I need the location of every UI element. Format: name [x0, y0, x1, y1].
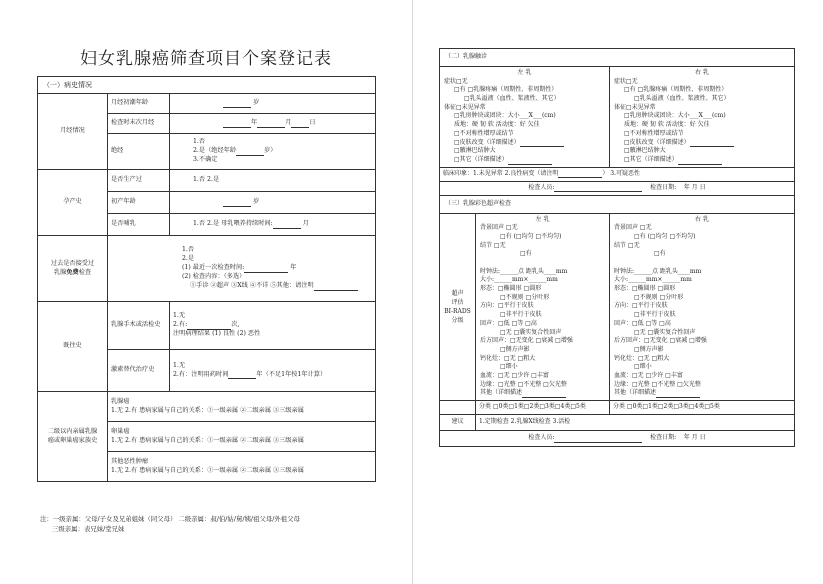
grade-spacer [440, 401, 476, 415]
breastfeed-field[interactable]: 1.否 2.是 母乳喂养持续时间: 月 [170, 214, 376, 236]
menopause-field[interactable]: 1.否 2.是（绝经年龄 岁） 3.不确定 [170, 134, 376, 170]
family-ovarian-cancer[interactable]: 卵巢癌 1.无 2.有 患病家属与自己的关系：①一级亲属 ②二级亲属 ③三级亲属 [108, 422, 376, 452]
family-breast-cancer[interactable]: 乳腺癌 1.无 2.有 患病家属与自己的关系：①一级亲属 ②二级亲属 ③三级亲属 [108, 392, 376, 422]
ultrasound-right[interactable]: 右 乳 背景回声 □无 □有 (□均匀 □不均匀) 结节 □无 □有 时钟法:______点 距乳头____mm 大小:______mm×______mm 形态：□椭圆形 □圆形 □不规则 □分叶形 方向：□平行于皮肤 □非平行于皮肤 回声：□低 □等 □高 □无 □囊实复合性回声 后方回声：□无变化 □衰减 □增强 □侧方声影 钙化灶：□无 □粗大 □细小 血流：□无 □少许 □丰富 边缘：□光整 □不光整 □欠光整 其他（详细描述 [610, 213, 795, 400]
grade-right[interactable]: 分类 □0类□1类□2类□3类□4类□5类 [610, 401, 795, 415]
section-header-palpation: （二）乳腺触诊 [440, 49, 795, 67]
surgery-label: 乳腺手术或活检史 [108, 302, 170, 350]
grade-left[interactable]: 分类 □0类□1类□2类□3类□4类□5类 [476, 401, 610, 415]
hormone-label: 激素替代治疗史 [108, 350, 170, 392]
form-page-2 [412, 0, 823, 584]
clinical-impression[interactable]: 临床印象：1.未见异常 2.良性病变（请注明 ） 3.可疑恶性 [440, 167, 795, 181]
suggest-options[interactable]: 1.定期检查 2.乳腺X线检查 3.活检 [476, 415, 795, 431]
palpation-signoff[interactable]: 检查人员: 检查日期: 年 月 日 [440, 181, 795, 195]
birth-label: 是否生产过 [108, 170, 170, 192]
hormone-field[interactable]: 1.无 2.有：注明用药时间 年（不足1年按1年计算） [170, 350, 376, 392]
last-period-field[interactable]: 年 月 日 [170, 114, 376, 134]
suggest-label: 建议 [440, 415, 476, 431]
first-birth-field[interactable]: 岁 [170, 192, 376, 214]
ultrasound-left[interactable]: 左 乳 背景回声 □无 □有 (□均匀 □不均匀) 结节 □无 □有 时钟法:______点 距乳头____mm 大小:______mm×______mm 形态：□椭圆形 □圆形 □不规则 □分叶形 方向：□平行于皮肤 □非平行于皮肤 回声：□低 □等 □高 □无 □囊实复合性回声 后方回声：□无变化 □衰减 □增强 □侧方声影 钙化灶：□无 □粗大 □细小 血流：□无 □少许 □丰富 边缘：□光整 □不光整 □欠光整 其他（详细描述 [476, 213, 610, 400]
relative-notes: 注：一级亲属：父母/子女及兄弟姐妹（同父母） 二级亲属：叔/伯/姑/舅/姨/祖父母/外祖父母 三级亲属：表兄妹/堂兄妹 [40, 515, 300, 534]
palpation-left[interactable]: 左 乳 症状□无 □有 □乳腺疼痛（周期性、非周期性） □乳头溢液（血性、浆液性、其它） 体征□未见异常 □乳房肿块或团块：大小___X___(cm) 质地：硬 韧 软 活动度：好 欠佳 □不对称性增厚或结节 □皮肤改变（详细描述） □腋淋巴结肿大 □其它（详细描述） [440, 67, 610, 168]
ultrasound-signoff[interactable]: 检查人员: 检查日期: 年 月 日 [440, 431, 795, 447]
surgery-field[interactable]: 1.无 2.有: 次, 注明病理结果 (1) 良性 (2) 恶性 [170, 302, 376, 350]
first-birth-label: 初产年龄 [108, 192, 170, 214]
last-period-label: 检查时末次月经 [108, 114, 170, 134]
category-past-history: 既往史 [38, 302, 108, 392]
birth-field[interactable]: 1.否 2.是 [170, 170, 376, 192]
category-pregnancy: 孕产史 [38, 170, 108, 236]
menarche-field[interactable]: 岁 [170, 94, 376, 114]
category-family-history: 二级以内亲属乳腺 癌或卵巢癌家族史 [38, 392, 108, 482]
past-screening-field[interactable]: 1.否 2.是 (1) 最近一次检查时间: 年 (2) 检查内容：（多选） ①手诊 ②超声 ③X线 ④不详 ⑤其他：请注明 [108, 236, 376, 302]
menopause-label: 绝经 [108, 134, 170, 170]
menarche-label: 月经初潮年龄 [108, 94, 170, 114]
section-header-ultrasound: （三）乳腺彩色超声检查 [440, 195, 795, 213]
birads-label: 超声 评估 BI-RADS 分级 [440, 213, 476, 400]
palpation-right[interactable]: 右 乳 症状□无 □有 □乳腺疼痛（周期性、非周期性） □乳头溢液（血性、浆液性、其它） 体征□未见异常 □乳房肿块或团块：大小___X___(cm) 质地：硬 韧 软 活动度：好 欠佳 □不对称性增厚或结节 □皮肤改变（详细描述） □腋淋巴结肿大 □其它（详细描述） [610, 67, 795, 168]
medical-history-table [37, 76, 376, 482]
family-other-cancer[interactable]: 其他恶性肿瘤 1.无 2.有 患病家属与自己的关系：①一级亲属 ②二级亲属 ③三级亲属 [108, 452, 376, 482]
section-header: （一）病史情况 [38, 77, 376, 94]
category-past-screening: 过去是否接受过 乳腺免费检查 [38, 236, 108, 302]
category-menstrual: 月经情况 [38, 94, 108, 170]
page-title: 妇女乳腺癌筛查项目个案登记表 [80, 49, 332, 69]
exam-table [439, 48, 795, 447]
breastfeed-label: 是否哺乳 [108, 214, 170, 236]
